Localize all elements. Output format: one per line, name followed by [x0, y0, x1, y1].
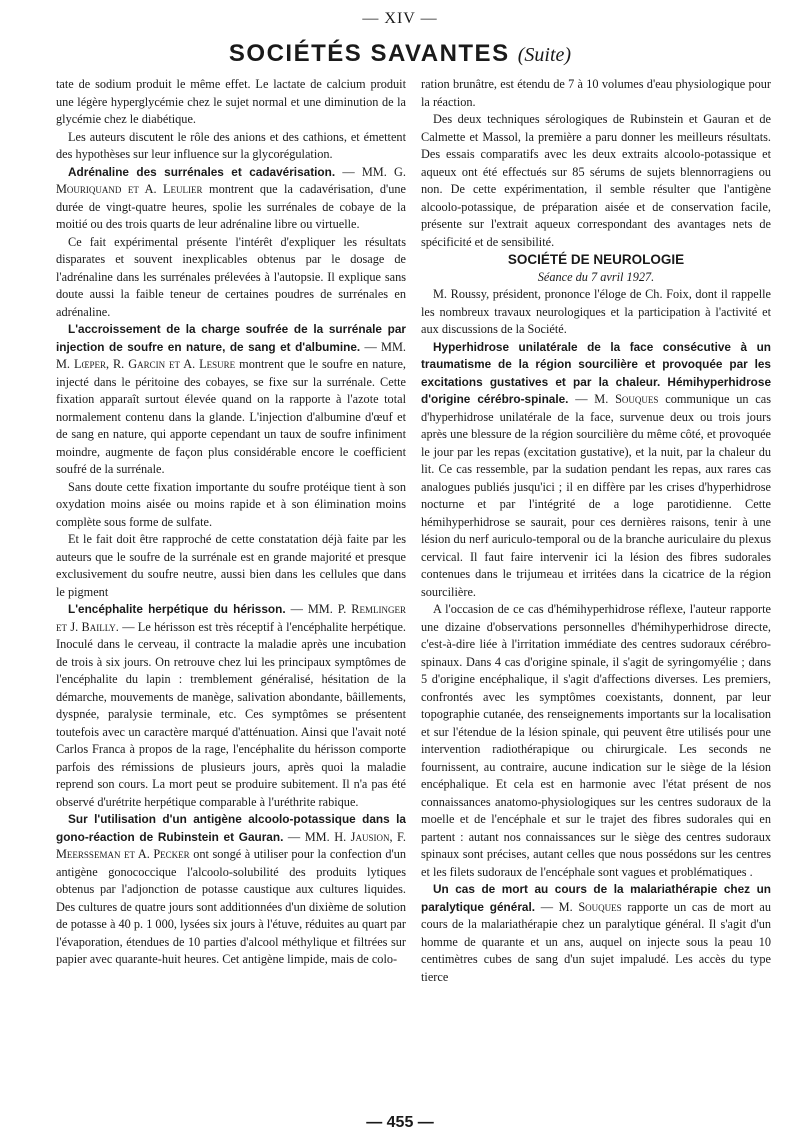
- page-number: — 455 —: [366, 1114, 434, 1131]
- left-entry-herisson: [56, 601, 406, 811]
- right-entry-hyperhidrose: [421, 339, 771, 602]
- entry-authors: — M. Souques: [540, 899, 622, 914]
- entry-authors: — MM. G. Mouriquand et A. Leulier: [56, 164, 407, 196]
- right-paragraph-3: M. Roussy, président, prononce l'éloge de Ch. Foix, dont il rappelle les nombreux travaux neurologiques et la participation à l'activité et aux discussions de la Société.: [421, 287, 771, 336]
- left-entry-adrenaline: [56, 164, 406, 234]
- entry-body: rapporte un cas de mort au cours de la malariathérapie chez un paralytique général. Il s'agit d'un homme de quarante et un ans, auquel on injecte sous la peau 10 centimètres cubes de sang d'un sujet impaludé. Les accès du type tierce: [421, 899, 771, 984]
- entry-body: — Le hérisson est très réceptif à l'encéphalite herpétique. Inoculé dans le cerveau, il contracte la maladie après une incubation de trois à six jours. On retrouve chez lui les principaux symptômes de l'encéphalite du lapin : tremblement généralisé, hésitation de la démarche, mouvements de manège, salivation abondante, bâillements, dyspnée, paralysie terminale, etc. Ces symptômes se présentent toutefois avec un caractère marqué d'atténuation. Ainsi que l'avait noté Carlos Franca à propos de la rage, l'encéphalite du hérisson comporte parfois des rémissions de plusieurs jours, après quoi la maladie reprend son cours. La mort peut se produire subitement. Il n'a pas été observé d'urétrite herpétique comparable à l'uréthrite rabique.: [56, 619, 406, 809]
- running-title: [0, 40, 800, 68]
- entry-heading: Un cas de mort au cours de la malariathérapie chez un paralytique général.: [421, 882, 771, 914]
- left-paragraph-1: tate de sodium produit le même effet. Le lactate de calcium produit une légère hyperglycémie chez le sujet normal et une diminution de la glycémie chez le diabétique.: [56, 77, 406, 126]
- entry-body: communique un cas d'hyperhidrose unilatérale de la face, survenue deux ou trois jours après une blessure de la région sourcilière du même côté, et provoquée le jour par les repas (excitation gustative), et la nuit, par la chaleur du lit. Ce cas ressemble, par la sudation pendant les repas, aux rares cas analogues publiés jusqu'ici ; il en diffère par les crises d'hyperhidrose nocturne et par l'intégrité de a loge parotidienne. Cette hémihyperhidrose se saurait, pour ces dernières raisons, tenir à une lésion du nerf auriculo-temporal ou de la branche auriculaire du plexus cervical. Il faut faire intervenir ici la lésion des fibres sudorales contenues dans le trijumeau et irritées dans la cicatrice de la région sourcilière.: [421, 392, 771, 599]
- running-title-suite: (Suite): [517, 44, 572, 66]
- entry-body: ont songé à utiliser pour la confection d'un antigène gonococcique l'alcoolo-solubilité des produits lytiques obtenus par l'adjonction de potasse caustique aux cultures liquides. Des cultures de quatre jours sont additionnées d'un dixième de solution de potasse à 40 p. 1 000, lysées six jours à l'étuve, réduites au quart par l'évaporation, étendues de 10 parties d'alcool méthylique et filtrées sur papier avec quarante-huit heures. Cet antigène limpide, mais de colo-: [56, 847, 406, 966]
- entry-authors: — MM. H. Jausion, F. Meersseman et A. Pecker: [56, 829, 406, 861]
- right-paragraph-5: A l'occasion de ce cas d'hémihyperhidrose réflexe, l'auteur rapporte une dizaine d'observations personnelles d'hémihyperhidrose directe, c'est-à-dire liée à l'irritation immédiate des centres sudoraux cérébro-spinaux. Dans 4 cas d'origine spinale, il s'agit de syringomyélie ; dans 5 d'origine encéphalique, il s'agit d'affections diverses. Les premiers, confrontés avec les symptômes coexistants, donnent, par leur topographie cutanée, des renseignements importants sur la localisation et sur l'étendue de la lésion spinale, qui peuvent être utilisés pour une intervention radiothérapique ou chirurgicale. Les seconds ne fournissent, au contraire, aucune indication sur le siège de la lésion encéphalique. Et cela est en harmonie avec l'état présent de nos connaissances anatomo-physiologiques sur les centres sudoraux de la moelle et de l'encéphale et sur le trajet des fibres sudorales qui en partent : autant nos connaissances sur le siège des centres sudoraux spinaux sont précises, autant celles que nous possédons sur les centres et les filets sudoraux de l'encéphale sont vagues et problématiques .: [421, 602, 771, 879]
- entry-heading: L'accroissement de la charge soufrée de la surrénale par injection de soufre en nature, de sang et d'albumine.: [56, 322, 406, 354]
- right-paragraph-2: Des deux techniques sérologiques de Rubinstein et Gauran et de Calmette et Massol, la première a paru donner les meilleurs résultats. Des essais comparatifs avec les deux extraits alcoolo-potassique et aqueux ont été effectués sur 85 sérums de sujets blennorragiens ou non. De cette expérimentation, il semble résulter que l'antigène alcoolo-potassique, de préparation aisée et de conservation facile, présente sur l'extrait aqueux correspondant des avantages nets de spécificité et de sensibilité.: [421, 112, 771, 249]
- entry-authors: — MM. M. Lœper, R. Garcin et A. Lesure: [56, 339, 406, 371]
- entry-authors: — MM. P. Remlinger et J. Bailly.: [56, 602, 406, 634]
- left-entry-antigene: [56, 811, 406, 969]
- left-column: [56, 76, 406, 969]
- section-date: Séance du 7 avril 1927.: [537, 269, 655, 284]
- entry-heading: Sur l'utilisation d'un antigène alcoolo-potassique dans la gono-réaction de Rubinstein et Gauran.: [56, 812, 406, 844]
- entry-body: montrent que le soufre en nature, injecté dans le péritoine des cobayes, se fixe sur la surrénale. Cette fixation apparaît surtout élevée quand on la rapporte à l'azote total normalement contenu dans la glande. L'injection d'albumine d'œuf et de sang en nature, qui apporte cependant un taux de soufre infiniment moindre, augmente de façon plus considérable encore le coefficient soufré de la surrénale.: [56, 357, 406, 476]
- left-entry-soufre: [56, 321, 406, 479]
- left-paragraph-6: Sans doute cette fixation importante du soufre protéique tient à son oxydation moins aisée ou moins rapide et à son élimination moins complète sous forme de sulfate.: [56, 479, 406, 529]
- right-entry-malaria: [421, 881, 771, 986]
- entry-authors: — M. Souques: [575, 392, 659, 406]
- page-roman-numeral: — XIV —: [362, 10, 438, 27]
- left-paragraph-4: Ce fait expérimental présente l'intérêt d'expliquer les résultats disparates et souvent inexplicables obtenus par le dosage de l'adrénaline dans les surrénales prélevées à l'autopsie. Il explique sans doute aussi la faible teneur de certaines poudres de surrénales en adrénaline.: [56, 234, 406, 319]
- section-title: SOCIÉTÉ DE NEUROLOGIE: [507, 252, 685, 267]
- entry-heading: L'encéphalite herpétique du hérisson.: [68, 602, 286, 616]
- left-paragraph-2: Les auteurs discutent le rôle des anions et des cathions, et émettent des hypothèses sur leur influence sur la glycorégulation.: [56, 129, 406, 161]
- entry-body: montrent que la cadavérisation, d'une durée de vingt-quatre heures, spolie les surrénales de cobaye de la moitié ou des trois quarts de leur adrénaline libre ou virtuelle.: [56, 182, 407, 231]
- right-paragraph-1: ration brunâtre, est étendu de 7 à 10 volumes d'eau physiologique pour la réaction.: [421, 77, 771, 109]
- running-title-main: SOCIÉTÉS SAVANTES: [228, 40, 510, 67]
- left-paragraph-7: Et le fait doit être rapproché de cette constatation déjà faite par les auteurs que le soufre de la surrénale est en grande majorité et presque exclusivement du soufre neutre, aussi bien dans les cellules que dans le pigment: [56, 532, 406, 599]
- entry-heading: Adrénaline des surrénales et cadavérisation.: [68, 164, 336, 179]
- entry-heading: Hyperhidrose unilatérale de la face consécutive à un traumatisme de la région sourcilière et provoquée par les excitations gustatives et par la chaleur. Hémihyperhidrose d'origine cérébro-spinale.: [421, 339, 771, 406]
- right-column: [421, 76, 771, 986]
